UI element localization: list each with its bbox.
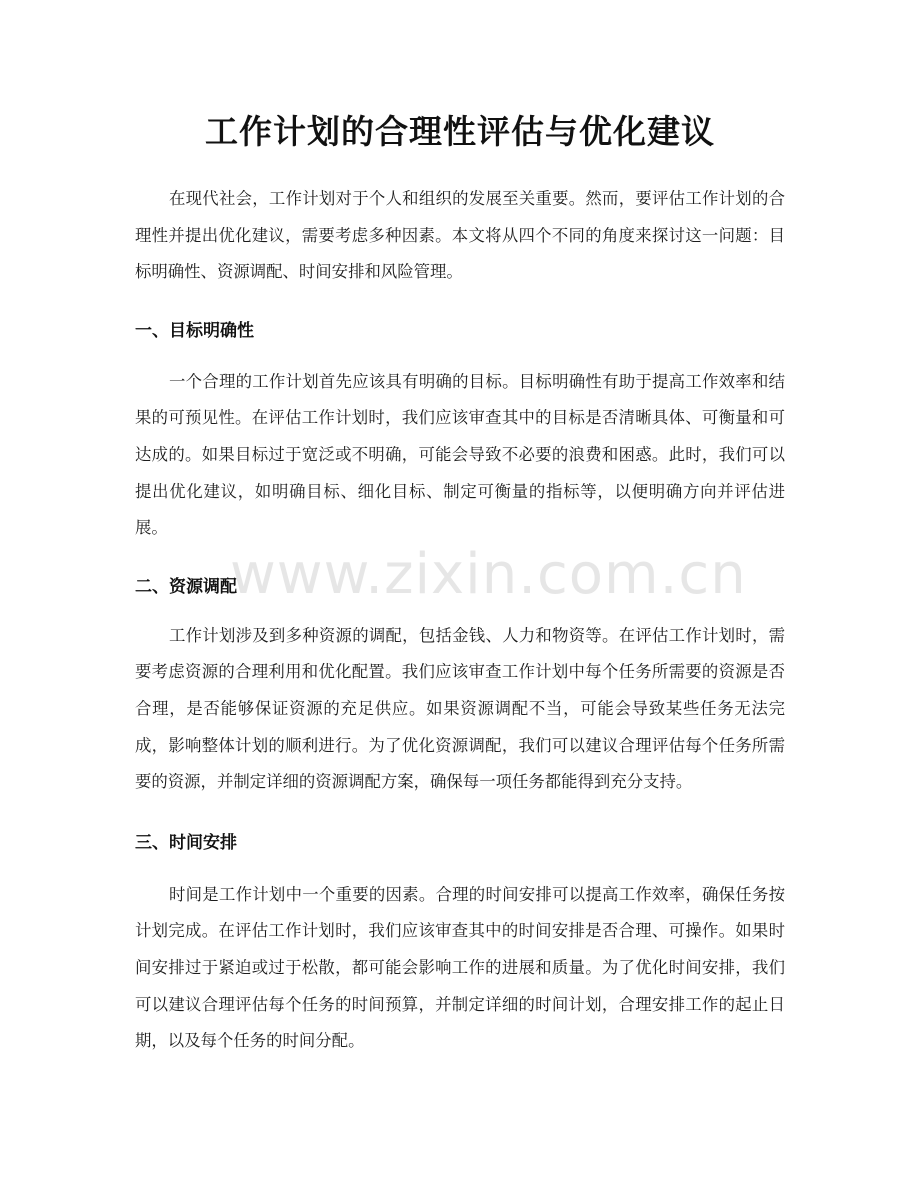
section-paragraph-goals: 一个合理的工作计划首先应该具有明确的目标。目标明确性有助于提高工作效率和结果的可预见性。在评估工作计划时，我们应该审查其中的目标是否清晰具体、可衡量和可达成的。如果目标过于宽泛或不明确，可能会导致不必要的浪费和困惑。此时，我们可以提出优化建议，如明确目标、细化目标、制定可衡量的指标等，以便明确方向并评估进展。 — [135, 371, 785, 538]
section-heading-time: 三、时间安排 — [135, 832, 237, 853]
document-body — [135, 181, 785, 1060]
watermark: www.zixin.com.cn — [230, 542, 747, 607]
section-paragraph-resources: 工作计划涉及到多种资源的调配，包括金钱、人力和物资等。在评估工作计划时，需要考虑资源的合理利用和优化配置。我们应该审查工作计划中每个任务所需要的资源是否合理，是否能够保证资源的充足供应。如果资源调配不当，可能会导致某些任务无法完成，影响整体计划的顺利进行。为了优化资源调配，我们可以建议合理评估每个任务所需要的资源，并制定详细的资源调配方案，确保每一项任务都能得到充分支持。 — [135, 625, 785, 792]
section-heading-goals: 一、目标明确性 — [135, 320, 254, 341]
section-heading-resources: 二、资源调配 — [135, 576, 237, 597]
document-title: 工作计划的合理性评估与优化建议 — [205, 112, 715, 151]
intro-paragraph: 在现代社会，工作计划对于个人和组织的发展至关重要。然而，要评估工作计划的合理性并提出优化建议，需要考虑多种因素。本文将从四个不同的角度来探讨这一问题：目标明确性、资源调配、时间安排和风险管理。 — [135, 189, 785, 282]
section-paragraph-time: 时间是工作计划中一个重要的因素。合理的时间安排可以提高工作效率，确保任务按计划完成。在评估工作计划时，我们应该审查其中的时间安排是否合理、可操作。如果时间安排过于紧迫或过于松散，都可能会影响工作的进展和质量。为了优化时间安排，我们可以建议合理评估每个任务的时间预算，并制定详细的时间计划，合理安排工作的起止日期，以及每个任务的时间分配。 — [135, 884, 785, 1051]
